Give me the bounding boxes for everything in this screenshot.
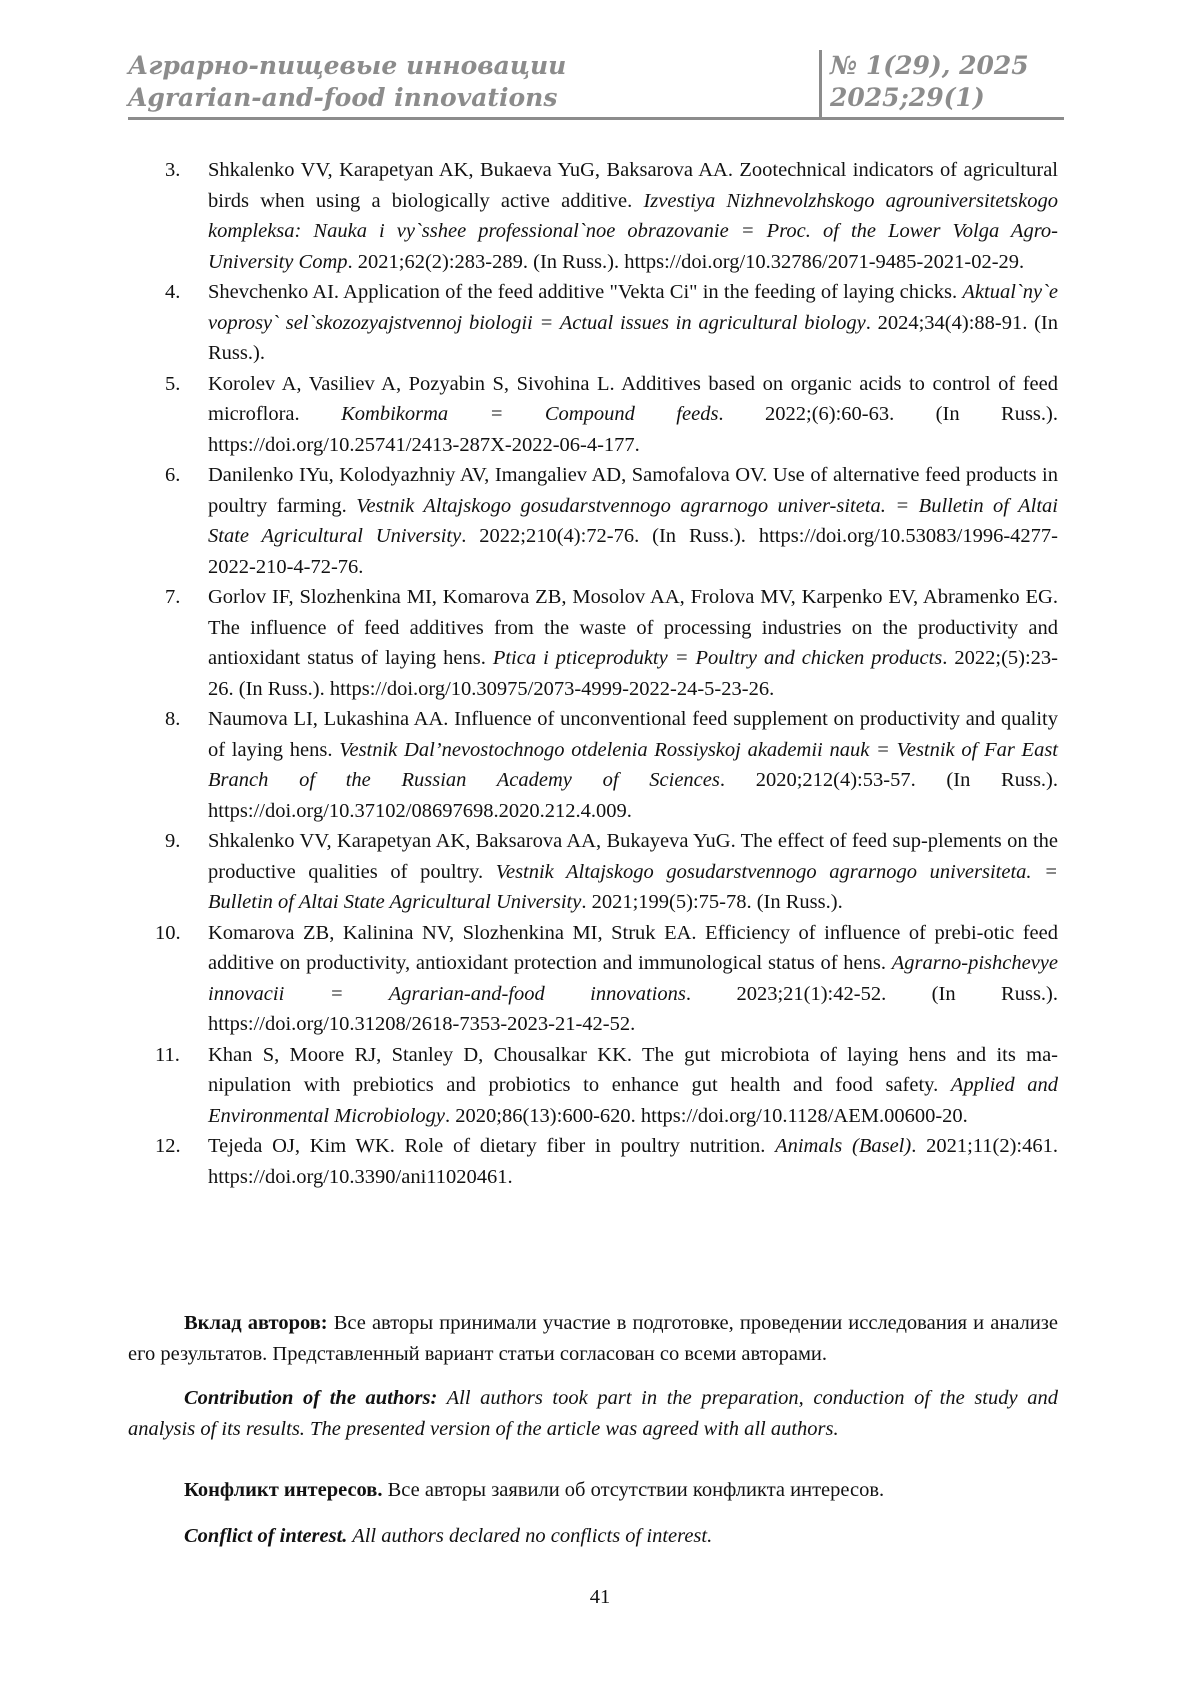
reference-item [165,277,1058,369]
contribution-en-label: Contribution of the authors: [184,1387,437,1409]
reference-item [165,1131,1058,1192]
journal-title-en: Agrarian-and-food innovations [128,82,566,114]
reference-number: 11. [155,1040,180,1071]
reference-journal: Aktual`ny`e voprosy` sel`skozozyajstvennoj biologii = Actual issues in agricultural biology [208,281,1058,334]
reference-journal: Vestnik Altajskogo gosudarstvennogo agrarnogo universiteta. = Bulletin of Altai State Agricultural University [208,861,1058,914]
reference-journal: Izvestiya Nizhnevolzhskogo agrouniversitetskogo kompleksa: Nauka i vy`sshee professional`noe obrazovanie = Proc. of the Lower Volga Agro-University Comp [208,190,1058,273]
contribution-ru [128,1308,1058,1369]
conflict-en [128,1521,1058,1552]
reference-list [165,155,1058,1192]
contribution-ru-label: Вклад авторов: [184,1312,328,1334]
header-divider-horizontal [128,117,1064,120]
reference-authors: Khan S, Moore RJ, Stanley D, Chousalkar KK. The gut microbiota of laying hens and its ma-nipulation with prebiotics and probiotics to enhance gut health and food safety. [208,1044,1058,1097]
contribution-en [128,1383,1058,1444]
reference-journal: Vestnik Altajskogo gosudarstvennogo agrarnogo univer-siteta. = Bulletin of Altai State Agricultural University [208,495,1058,548]
reference-authors: Tejeda OJ, Kim WK. Role of dietary fiber in poultry nutrition. [208,1135,775,1157]
reference-journal: Animals (Basel) [775,1135,911,1157]
issue-info [830,50,1029,114]
journal-header [128,50,1064,120]
reference-authors: Komarova ZB, Kalinina NV, Slozhenkina MI, Struk EA. Efficiency of influence of prebi-otic feed additive on productivity, antioxidant protection and immunological status of hens. [208,922,1058,975]
reference-number: 9. [165,826,180,857]
reference-item [165,704,1058,826]
reference-authors: Shkalenko VV, Karapetyan AK, Bukaeva YuG, Baksarova AA. Zootechnical indicators of agricultural birds when using a biologically active additive. [208,159,1058,212]
reference-details: . 2021;62(2):283-289. (In Russ.). https://doi.org/10.32786/2071-9485-2021-02-29. [348,251,1025,273]
reference-number: 10. [155,918,181,949]
reference-authors: Korolev A, Vasiliev A, Pozyabin S, Sivohina L. Additives based on organic acids to control of feed microflora. [208,373,1058,426]
page [0,0,1200,1697]
issue-ru: № 1(29), 2025 [830,50,1029,82]
reference-journal: Kombikorma = Compound feeds [341,403,718,425]
conflict-ru-label: Конфликт интересов. [184,1479,382,1501]
reference-number: 7. [165,582,180,613]
reference-item [165,1040,1058,1132]
reference-number: 5. [165,369,180,400]
reference-journal: Vestnik Dal’nevostochnogo otdelenia Rossiyskoj akademii nauk = Vestnik of Far East Branch of the Russian Academy of Sciences [208,739,1058,792]
reference-details: . 2024;34(4):88-91. (In Russ.). [208,312,1058,365]
conflict-en-text: All authors declared no conflicts of interest. [347,1525,712,1547]
reference-authors: Danilenko IYu, Kolodyazhniy AV, Imangaliev AD, Samofalova OV. Use of alternative feed products in poultry farming. [208,464,1058,517]
reference-item [165,369,1058,461]
reference-details: . 2022;(5):23-26. (In Russ.). https://doi.org/10.30975/2073-4999-2022-24-5-23-26. [208,647,1058,700]
reference-details: . 2022;210(4):72-76. (In Russ.). https://doi.org/10.53083/1996-4277-2022-210-4-72-76. [208,525,1058,578]
journal-title [128,50,566,114]
reference-number: 8. [165,704,180,735]
reference-journal: Agrarno-pishchevye innovacii = Agrarian-and-food innovations [208,952,1058,1005]
header-divider-vertical [819,50,822,120]
conflict-en-label: Conflict of interest. [184,1525,347,1547]
reference-authors: Shevchenko AI. Application of the feed additive "Vekta Ci" in the feeding of laying chicks. [208,281,962,303]
reference-details: . 2021;11(2):461. https://doi.org/10.3390/ani11020461. [208,1135,1058,1188]
reference-details: . 2021;199(5):75-78. (In Russ.). [581,891,842,913]
reference-number: 3. [165,155,180,186]
conflict-ru-text: Все авторы заявили об отсутствии конфликта интересов. [382,1479,884,1501]
journal-title-ru: Аграрно-пищевые инновации [128,50,566,82]
reference-journal: Ptica i pticeprodukty = Poultry and chicken products [493,647,942,669]
contribution-en-text: All authors took part in the preparation, conduction of the study and analysis of its results. The presented version of the article was agreed with all authors. [128,1387,1058,1440]
reference-item [165,460,1058,582]
reference-item [165,918,1058,1040]
reference-authors: Naumova LI, Lukashina AA. Influence of unconventional feed supplement on productivity and quality of laying hens. [208,708,1058,761]
reference-details: . 2022;(6):60-63. (In Russ.). https://doi.org/10.25741/2413-287X-2022-06-4-177. [208,403,1058,456]
reference-details: . 2020;212(4):53-57. (In Russ.). https://doi.org/10.37102/08697698.2020.212.4.009. [208,769,1058,822]
reference-authors: Shkalenko VV, Karapetyan AK, Baksarova AA, Bukayeva YuG. The effect of feed sup-plements on the productive qualities of poultry. [208,830,1058,883]
reference-details: . 2020;86(13):600-620. https://doi.org/10.1128/AEM.00600-20. [445,1105,968,1127]
reference-number: 6. [165,460,180,491]
reference-journal: Applied and Environmental Microbiology [208,1074,1058,1127]
reference-item [165,826,1058,918]
contribution-ru-text: Все авторы принимали участие в подготовке, проведении исследования и анализе его результатов. Представленный вариант статьи согласован со всеми авторами. [128,1312,1058,1365]
issue-en: 2025;29(1) [830,82,1029,114]
page-number: 41 [0,1586,1200,1609]
reference-item [165,155,1058,277]
reference-number: 4. [165,277,180,308]
reference-item [165,582,1058,704]
reference-authors: Gorlov IF, Slozhenkina MI, Komarova ZB, Mosolov AA, Frolova MV, Karpenko EV, Abramenko EG. The influence of feed additives from the waste of processing industries on the productivity and antioxidant status of laying hens. [208,586,1058,669]
conflict-ru [128,1475,1058,1506]
reference-details: . 2023;21(1):42-52. (In Russ.). https://doi.org/10.31208/2618-7353-2023-21-42-52. [208,983,1058,1036]
reference-number: 12. [155,1131,181,1162]
